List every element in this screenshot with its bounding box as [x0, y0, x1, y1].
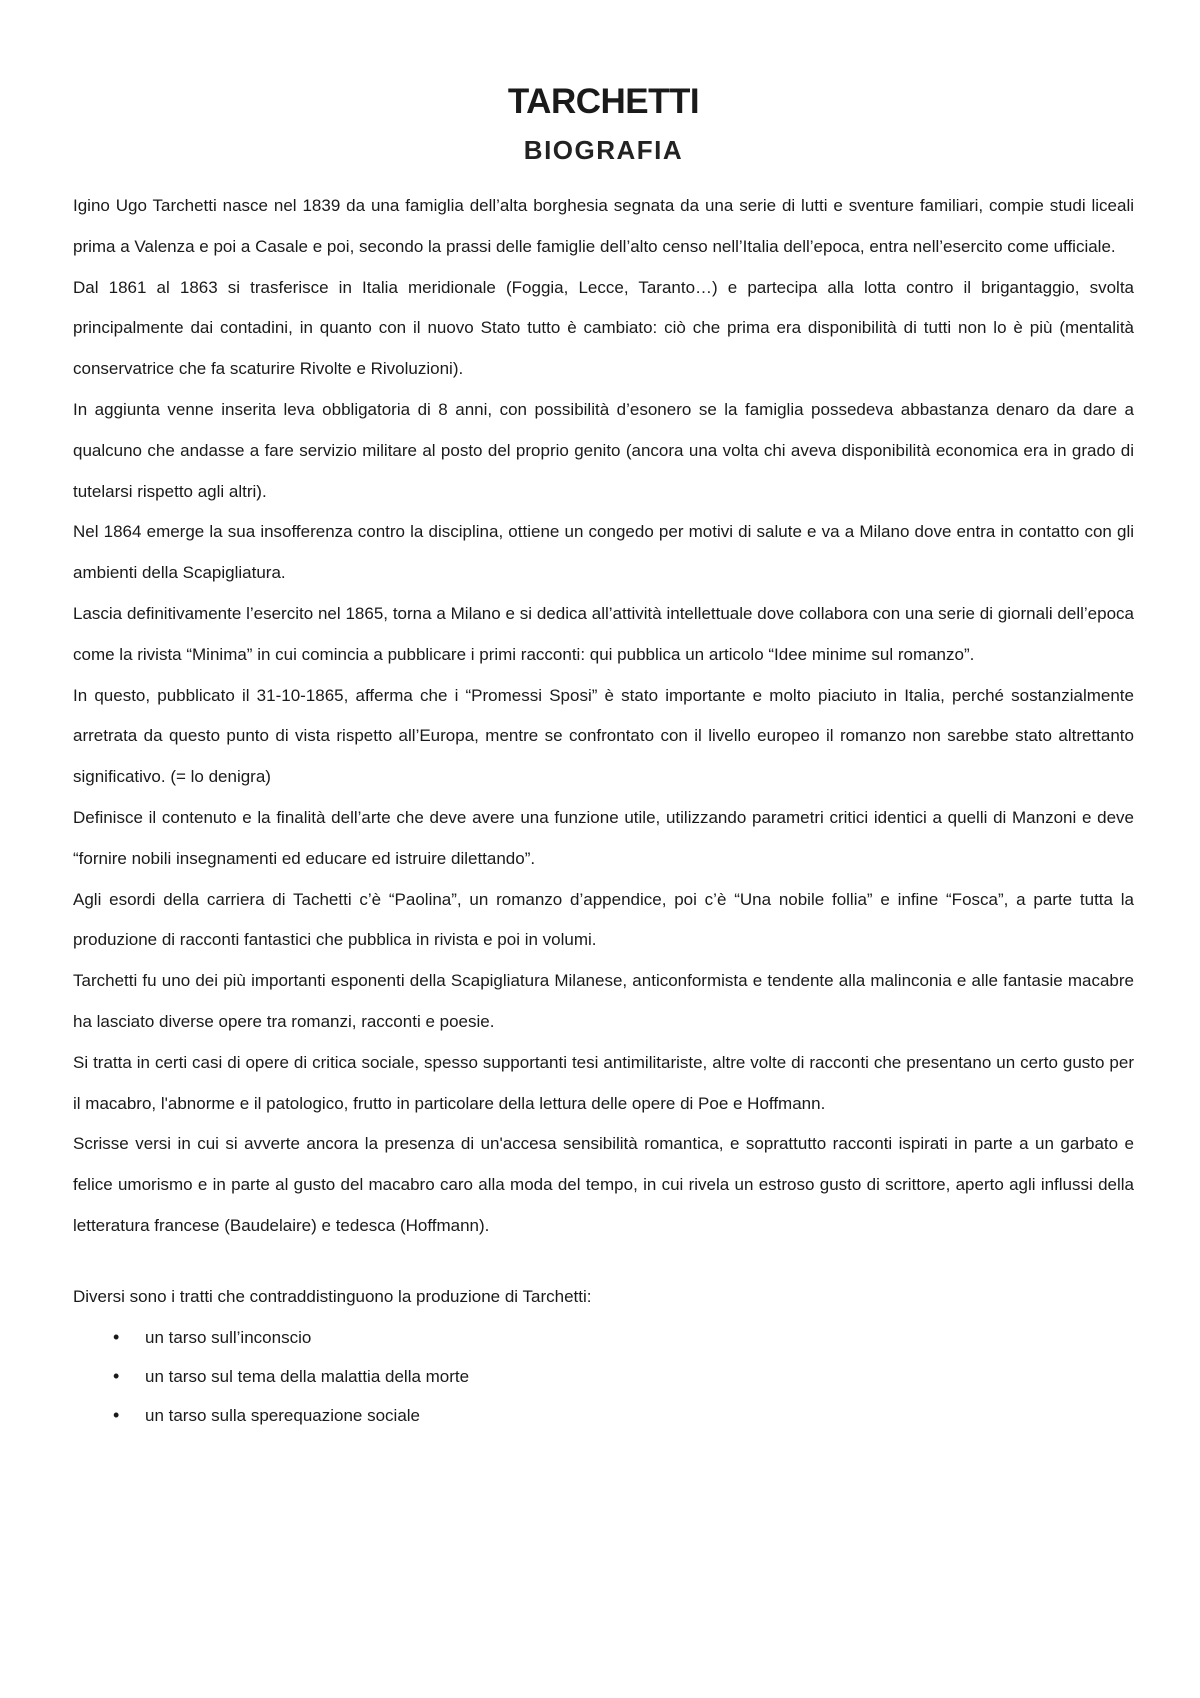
- paragraph: Scrisse versi in cui si avverte ancora la presenza di un'accesa sensibilità romantica, e soprattutto racconti ispirati in parte a un garbato e felice umorismo e in parte al gusto del macabro caro alla moda del tempo, in cui rivela un estroso gusto di scrittore, aperto agli influssi della letteratura francese (Baudelaire) e tedesca (Hoffmann).: [73, 1134, 1134, 1235]
- paragraph: Tarchetti fu uno dei più importanti esponenti della Scapigliatura Milanese, anticonformista e tendente alla malinconia e alle fantasie macabre ha lasciato diverse opere tra romanzi, racconti e poesie.: [73, 971, 1134, 1031]
- bullet-icon: •: [113, 1365, 120, 1386]
- traits-list: [73, 1318, 1134, 1435]
- list-item-text: un tarso sull’inconscio: [145, 1327, 312, 1347]
- paragraph: Lascia definitivamente l’esercito nel 1865, torna a Milano e si dedica all’attività intellettuale dove collabora con una serie di giornali dell’epoca come la rivista “Minima” in cui comincia a pubblicare i primi racconti: qui pubblica un articolo “Idee minime sul romanzo”.: [73, 603, 1134, 664]
- list-item: [73, 1318, 1134, 1357]
- paragraph: Si tratta in certi casi di opere di critica sociale, spesso supportanti tesi antimilitariste, altre volte di racconti che presentano un certo gusto per il macabro, l'abnorme e il patologico, frutto in particolare della lettura delle opere di Poe e Hoffmann.: [73, 1052, 1134, 1113]
- paragraph: Agli esordi della carriera di Tachetti c’è “Paolina”, un romanzo d’appendice, poi c’è “Una nobile follia” e infine “Fosca”, a parte tutta la produzione di racconti fantastici che pubblica in rivista e poi in volumi.: [73, 889, 1134, 950]
- paragraph: Igino Ugo Tarchetti nasce nel 1839 da una famiglia dell’alta borghesia segnata da una serie di lutti e sventure familiari, compie studi liceali prima a Valenza e poi a Casale e poi, secondo la prassi delle famiglie dell’alto censo nell’Italia dell’epoca, entra nell’esercito come ufficiale.: [73, 196, 1134, 256]
- list-intro: Diversi sono i tratti che contraddistinguono la produzione di Tarchetti:: [73, 1286, 592, 1306]
- paragraph: In questo, pubblicato il 31-10-1865, afferma che i “Promessi Sposi” è stato importante e molto piaciuto in Italia, perché sostanzialmente arretrata da questo punto di vista rispetto all’Europa, mentre se confrontato con il livello europeo il romanzo non sarebbe stato altrettanto significativo. (= lo denigra): [73, 685, 1134, 787]
- list-item-text: un tarso sul tema della malattia della morte: [145, 1366, 470, 1386]
- document-title: TARCHETTI: [507, 82, 700, 121]
- list-item-text: un tarso sulla sperequazione sociale: [145, 1405, 421, 1425]
- section-heading-biografia: BIOGRAFIA: [523, 135, 684, 165]
- paragraph: Dal 1861 al 1863 si trasferisce in Italia meridionale (Foggia, Lecce, Taranto…) e partecipa alla lotta contro il brigantaggio, svolta principalmente dai contadini, in quanto con il nuovo Stato tutto è cambiato: ciò che prima era disponibilità di tutti non lo è più (mentalità conservatrice che fa scaturire Rivolte e Rivoluzioni).: [73, 277, 1134, 379]
- paragraph: Definisce il contenuto e la finalità dell’arte che deve avere una funzione utile, utilizzando parametri critici identici a quelli di Manzoni e deve “fornire nobili insegnamenti ed educare ed istruire dilettando”.: [73, 807, 1134, 868]
- list-item: [73, 1357, 1134, 1396]
- paragraph: Nel 1864 emerge la sua insofferenza contro la disciplina, ottiene un congedo per motivi di salute e va a Milano dove entra in contatto con gli ambienti della Scapigliatura.: [73, 522, 1134, 583]
- bullet-icon: •: [113, 1326, 120, 1347]
- blank-line: [73, 1247, 1134, 1277]
- bullet-icon: •: [113, 1404, 120, 1425]
- paragraph: In aggiunta venne inserita leva obbligatoria di 8 anni, con possibilità d’esonero se la famiglia possedeva abbastanza denaro da dare a qualcuno che andasse a fare servizio militare al posto del proprio genito (ancora una volta chi aveva disponibilità economica era in grado di tutelarsi rispetto agli altri).: [73, 399, 1134, 501]
- list-item: [73, 1396, 1134, 1435]
